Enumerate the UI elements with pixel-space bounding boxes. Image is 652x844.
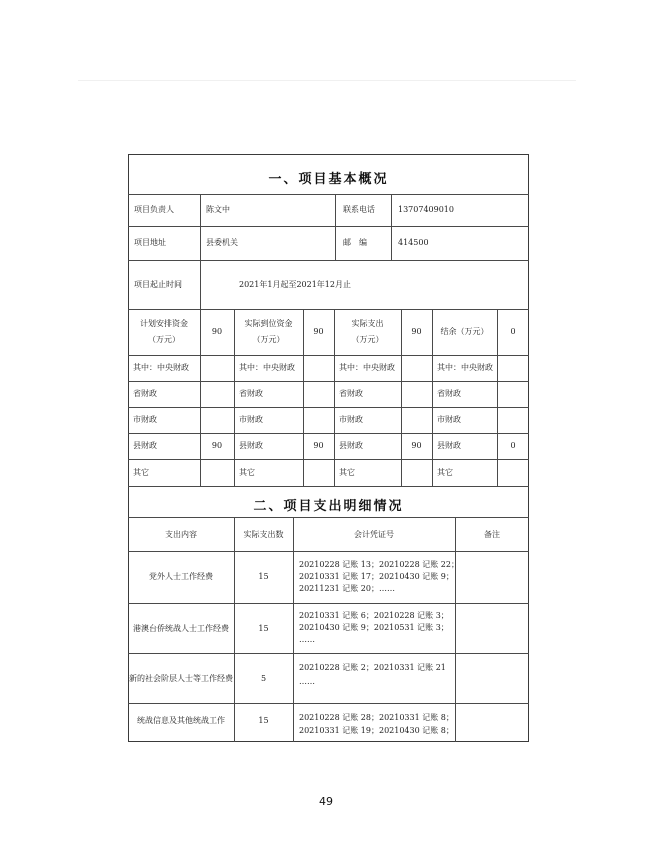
expense-content: 统战信息及其他统战工作 [137,716,225,725]
voucher-line: 20210228 记账 28；20210331 记账 8； [299,713,454,722]
funding-cell: 市财政 [133,415,157,424]
rule [128,433,529,434]
phone-value: 13707409010 [398,205,454,214]
rule [128,517,529,518]
header-content: 支出内容 [165,530,197,539]
rule [128,603,529,604]
rule [128,653,529,654]
funding-cell: 县财政 [339,441,363,450]
funding-cell: 省财政 [339,389,363,398]
expense-amount: 15 [258,624,269,633]
rule [128,486,529,487]
rule [391,194,392,260]
actual-value: 90 [313,327,324,336]
funding-cell: 省财政 [239,389,263,398]
rule [128,260,529,261]
voucher-line: 20210228 记账 2；20210331 记账 21 [299,663,446,672]
expense-amount: 15 [258,572,269,581]
spent-unit: （万元） [351,335,384,344]
scan-top-line [78,80,576,81]
voucher-line: 20210331 记账 19；20210430 记账 8； [299,726,454,735]
rule [200,194,201,309]
rule [128,194,529,195]
rule [128,407,529,408]
funding-cell: 其它 [133,468,149,477]
postcode-value: 414500 [398,238,429,247]
funding-cell: 其中：中央财政 [339,363,395,372]
section1-title: 一、项目基本概况 [268,172,389,187]
header-amount: 实际支出数 [243,530,284,539]
funding-cell: 其它 [239,468,255,477]
expense-amount: 15 [258,716,269,725]
funding-cell: 其它 [437,468,453,477]
funding-value: 90 [313,441,324,450]
voucher-line: 20210430 记账 9；20210531 记账 3； [299,623,449,632]
actual-label: 实际到位资金 [244,319,293,328]
funding-cell: 市财政 [239,415,263,424]
funding-cell: 县财政 [133,441,157,450]
rule [128,309,529,310]
rule [293,517,294,742]
plan-label: 计划安排资金 [140,319,188,328]
expense-amount: 5 [260,674,267,683]
voucher-line: 20210331 记账 17；20210430 记账 9； [299,572,454,581]
expense-content: 党外人士工作经费 [149,572,213,581]
address-value: 县委机关 [206,238,238,247]
voucher-line: …… [299,635,315,644]
funding-cell: 省财政 [437,389,461,398]
page-number: 49 [319,795,333,808]
voucher-line: 20211231 记账 20；…… [299,584,395,593]
funding-cell: 其中：中央财政 [437,363,493,372]
header-voucher: 会计凭证号 [354,530,394,539]
funding-cell: 其中：中央财政 [239,363,295,372]
leader-value: 陈文中 [206,205,230,214]
postcode-label: 邮 编 [343,238,367,247]
rule [128,551,529,552]
funding-cell: 市财政 [437,415,461,424]
funding-cell: 其中：中央财政 [133,363,189,372]
expense-content: 新的社会阶层人士等工作经费 [129,674,233,683]
expense-content: 港澳台侨统战人士工作经费 [133,624,229,633]
funding-value: 0 [510,441,516,450]
rule [128,703,529,704]
funding-value: 90 [211,441,223,450]
voucher-line: 20210331 记账 6；20210228 记账 3； [299,611,449,620]
funding-cell: 县财政 [437,441,461,450]
actual-unit: （万元） [252,335,285,344]
rule [335,194,336,260]
funding-cell: 省财政 [133,389,157,398]
address-label: 项目地址 [134,238,166,247]
period-label: 项目起止时间 [134,280,182,289]
rule [128,459,529,460]
funding-cell: 市财政 [339,415,363,424]
funding-cell: 其它 [339,468,355,477]
period-value: 2021年1月起至2021年12月止 [239,280,351,289]
plan-value: 90 [211,327,223,336]
voucher-line: …… [299,677,315,686]
plan-unit: （万元） [148,335,180,344]
balance-value: 0 [510,327,516,336]
leader-label: 项目负责人 [134,205,174,214]
spent-label: 实际支出 [351,319,384,328]
rule [128,381,529,382]
rule [128,226,529,227]
funding-cell: 县财政 [239,441,263,450]
phone-label: 联系电话 [343,205,375,214]
spent-value: 90 [411,327,422,336]
rule [455,517,456,742]
voucher-line: 20210228 记账 13；20210228 记账 22； [299,560,459,569]
funding-value: 90 [411,441,422,450]
section2-title: 二、项目支出明细情况 [253,499,404,514]
balance-label: 结余（万元） [440,327,489,336]
header-remark: 备注 [484,530,500,539]
rule [128,355,529,356]
